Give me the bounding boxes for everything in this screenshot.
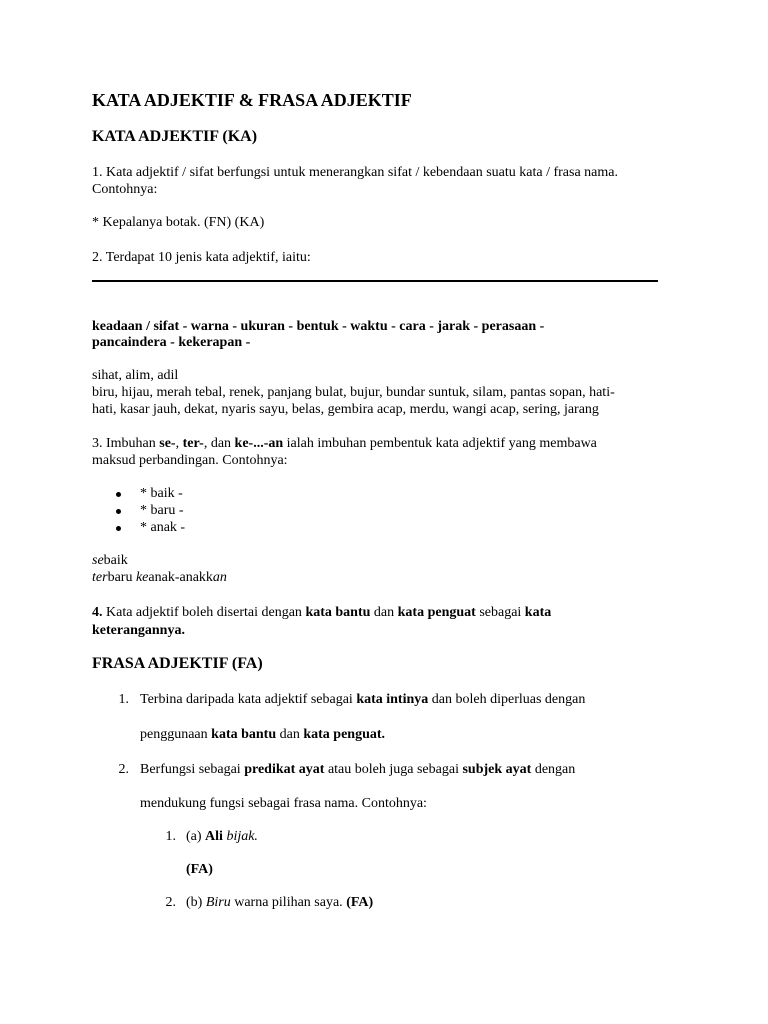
ex-a-italic: bijak. — [226, 829, 258, 844]
sub-list-number-1: 1. — [165, 829, 176, 844]
fa2-t3: dengan — [531, 762, 576, 777]
ke-prefix: ke — [135, 570, 149, 585]
ex-a-bold: Ali — [205, 829, 223, 844]
bullet-dot — [116, 492, 121, 497]
adjective-types-line-2: pancaindera - kekerapan - — [92, 335, 251, 350]
p4-t1: Kata adjektif boleh disertai dengan — [102, 605, 306, 620]
bullet-item-1: * baik - — [140, 486, 183, 501]
sub-list-number-2: 2. — [165, 895, 176, 910]
fa2-b1: predikat ayat — [244, 762, 325, 777]
paragraph-3-line-1 — [92, 435, 597, 452]
fa1-t2: dan boleh diperluas dengan — [428, 692, 586, 707]
ter-ke-result — [92, 569, 227, 586]
adjective-examples-line-1: sihat, alim, adil — [92, 368, 179, 383]
ex-b-label: (b) — [186, 895, 206, 910]
section-heading-ka: KATA ADJEKTIF (KA) — [92, 128, 258, 145]
p3-se: se- — [159, 436, 176, 451]
adjective-types-line-1: keadaan / sifat - warna - ukuran - bentuk - waktu - cara - jarak - perasaan - — [92, 319, 545, 334]
p3-prefix: 3. Imbuhan — [92, 436, 160, 451]
paragraph-4-line-2: keterangannya. — [92, 623, 185, 638]
list-number-2: 2. — [118, 762, 129, 777]
ke-root: anak-anakk — [148, 570, 213, 585]
p4-b1: kata bantu — [305, 605, 371, 620]
fa-example-a — [186, 828, 258, 845]
ter-root: baru — [107, 570, 133, 585]
fa2-t1: Berfungsi sebagai — [140, 762, 245, 777]
fa1-l2-t1: penggunaan — [140, 727, 212, 742]
bullet-dot — [116, 509, 121, 514]
paragraph-3-line-2: maksud perbandingan. Contohnya: — [92, 453, 288, 468]
fa2-t2: atau boleh juga sebagai — [324, 762, 463, 777]
ex-b-italic: Biru — [205, 895, 231, 910]
p3-kean: ke-...-an — [234, 436, 284, 451]
fa-item-1-line-1 — [140, 691, 585, 708]
example-1: * Kepalanya botak. (FN) (KA) — [92, 215, 265, 230]
adjective-examples-line-2: biru, hijau, merah tebal, renek, panjang bulat, bujur, bundar suntuk, silam, pantas sopan, hati- — [92, 385, 615, 400]
paragraph-1-line-1: 1. Kata adjektif / sifat berfungsi untuk menerangkan sifat / kebendaan suatu kata / frasa nama. — [92, 165, 618, 180]
se-prefix: se — [92, 553, 104, 568]
section-heading-fa: FRASA ADJEKTIF (FA) — [92, 655, 263, 672]
page-title: KATA ADJEKTIF & FRASA ADJEKTIF — [92, 90, 412, 110]
list-number-1: 1. — [118, 692, 129, 707]
fa-example-b — [186, 894, 373, 911]
p3-rest: ialah imbuhan pembentuk kata adjektif yang membawa — [283, 436, 597, 451]
p4-b3: kata — [524, 605, 552, 620]
ter-prefix: ter — [92, 570, 108, 585]
horizontal-rule — [92, 280, 658, 282]
fa-item-2-line-1 — [140, 761, 575, 778]
p3-dan: , dan — [203, 436, 235, 451]
p4-t3: sebagai — [475, 605, 525, 620]
fa2-b2: subjek ayat — [462, 762, 532, 777]
paragraph-2: 2. Terdapat 10 jenis kata adjektif, iaitu: — [92, 250, 311, 265]
p4-b2: kata penguat — [397, 605, 476, 620]
p4-t2: dan — [370, 605, 398, 620]
fa1-l2-t2: dan — [276, 727, 304, 742]
fa-item-1-line-2 — [140, 726, 385, 743]
fa-example-a-tag: (FA) — [186, 862, 213, 877]
fa1-l2-b2: kata penguat. — [303, 727, 386, 742]
adjective-examples-line-3: hati, kasar jauh, dekat, nyaris sayu, belas, gembira acap, merdu, wangi acap, sering, jarang — [92, 402, 599, 417]
bullet-item-3: * anak - — [140, 520, 186, 535]
fa1-l2-b1: kata bantu — [211, 727, 277, 742]
fa1-t1: Terbina daripada kata adjektif sebagai — [140, 692, 357, 707]
p3-ter: ter- — [182, 436, 204, 451]
fa-item-2-line-2: mendukung fungsi sebagai frasa nama. Contohnya: — [140, 796, 427, 811]
an-suffix: an — [212, 570, 227, 585]
ex-b-tag: (FA) — [346, 895, 374, 910]
p3-comma: , — [175, 436, 183, 451]
fa1-b1: kata intinya — [356, 692, 429, 707]
p4-num: 4. — [92, 605, 103, 620]
paragraph-1-line-2: Contohnya: — [92, 182, 158, 197]
bullet-dot — [116, 526, 121, 531]
ex-b-text: warna pilihan saya. — [230, 895, 347, 910]
se-result — [92, 552, 128, 569]
paragraph-4-line-1 — [92, 604, 551, 621]
ex-a-label: (a) — [186, 829, 206, 844]
se-root: baik — [103, 553, 128, 568]
bullet-item-2: * baru - — [140, 503, 184, 518]
